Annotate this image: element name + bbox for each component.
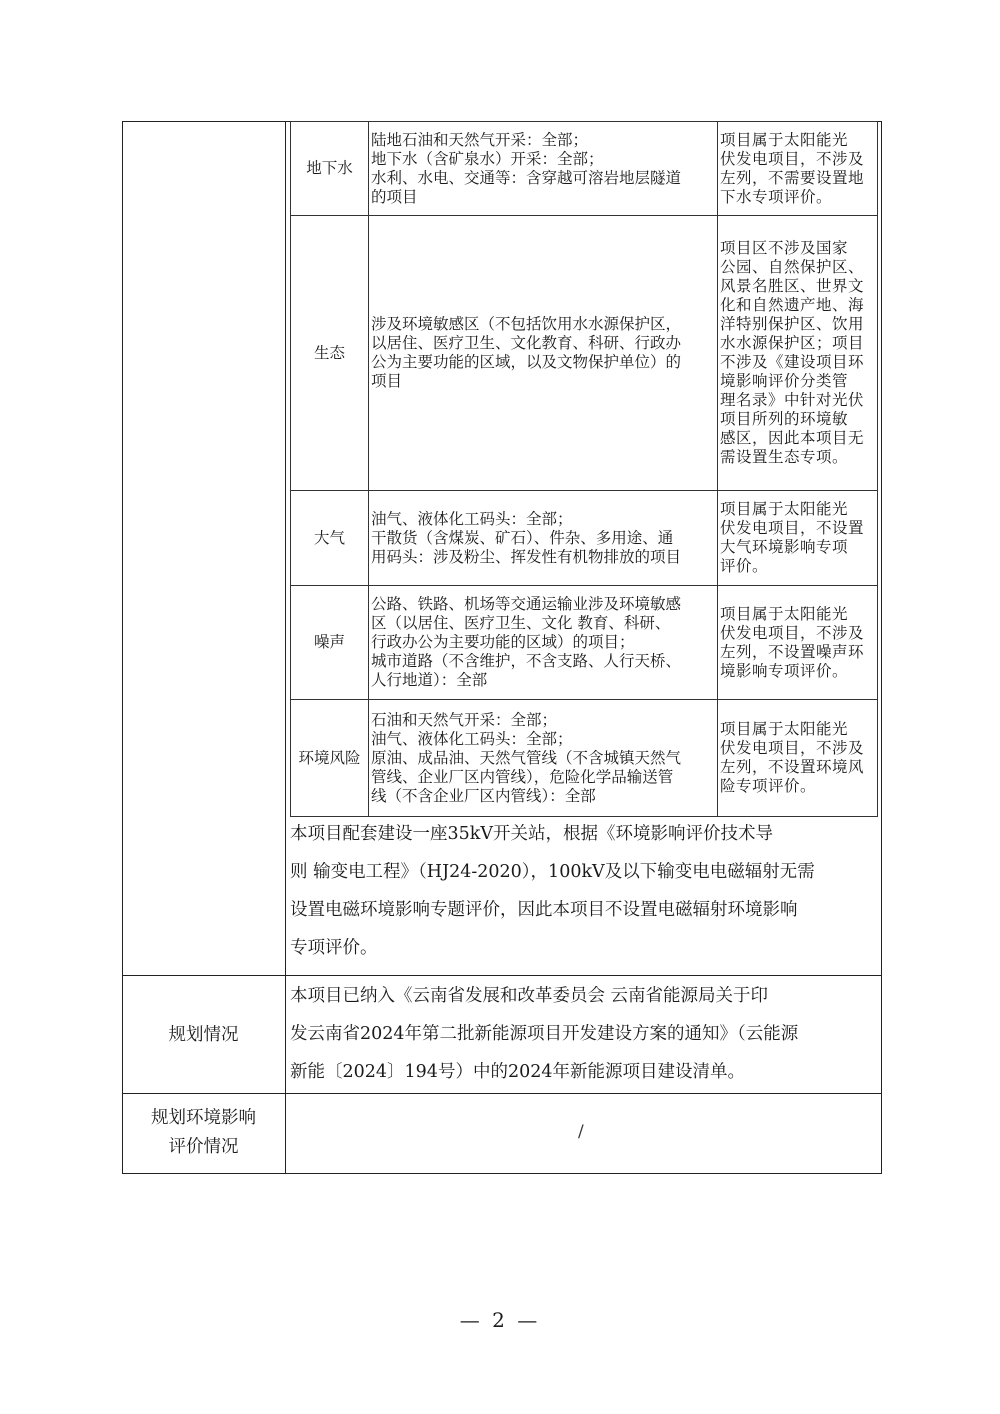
table-row — [291, 586, 878, 700]
requirement-cell: 陆地石油和天然气开采：全部； 地下水（含矿泉水）开采：全部； 水利、水电、交通等：含穿越可溶岩地层隧道 的项目 — [369, 122, 718, 216]
analysis-cell: 项目区不涉及国家 公园、自然保护区、 风景名胜区、世界文 化和自然遗产地、海 洋特别保护区、饮用 水水源保护区；项目 不涉及《建设项目环 境影响评价分类管 理名录》中针对光伏 项目所列的环境敏 感区，因此本项目无 需设置生态专项。 — [718, 216, 878, 491]
analysis-cell: 项目属于太阳能光 伏发电项目，不涉及 左列，不需要设置地 下水专项评价。 — [718, 122, 878, 216]
row-divider-planning — [122, 975, 882, 976]
category-cell: 噪声 — [291, 586, 369, 700]
table-row — [291, 491, 878, 586]
category-cell: 生态 — [291, 216, 369, 491]
page-number: — 2 — — [459, 1308, 541, 1332]
analysis-cell: 项目属于太阳能光 伏发电项目，不设置 大气环境影响专项 评价。 — [718, 491, 878, 586]
requirement-cell: 涉及环境敏感区（不包括饮用水水源保护区， 以居住、医疗卫生、文化教育、科研、行政办 公为主要功能的区域，以及文物保护单位）的 项目 — [369, 216, 718, 491]
planning-paragraph: 本项目已纳入《云南省发展和改革委员会 云南省能源局关于印 发云南省2024年第二批新能源项目开发建设方案的通知》（云能源 新能〔2024〕194号）中的2024年新能源项目建设清单。 — [290, 986, 799, 1082]
category-cell: 大气 — [291, 491, 369, 586]
planning-eia-value: / — [578, 1122, 584, 1142]
table-row — [291, 700, 878, 817]
requirement-cell: 石油和天然气开采：全部； 油气、液体化工码头：全部； 原油、成品油、天然气管线（不含城镇天然气 管线、企业厂区内管线），危险化学品输送管 线（不含企业厂区内管线）：全部 — [369, 700, 718, 817]
category-cell: 地下水 — [291, 122, 369, 216]
em-radiation-paragraph: 本项目配套建设一座35kV开关站，根据《环境影响评价技术导 则 输变电工程》（HJ24-2020），100kV及以下输变电电磁辐射无需 设置电磁环境影响专题评价，因此本项目不设置电磁辐射环境影响 专项评价。 — [290, 824, 815, 958]
analysis-cell: 项目属于太阳能光 伏发电项目，不涉及 左列，不设置噪声环 境影响专项评价。 — [718, 586, 878, 700]
table-row — [291, 216, 878, 491]
analysis-cell: 项目属于太阳能光 伏发电项目，不涉及 左列，不设置环境风 险专项评价。 — [718, 700, 878, 817]
planning-label: 规划情况 — [168, 1025, 239, 1045]
requirement-cell: 油气、液体化工码头：全部； 干散货（含煤炭、矿石）、件杂、多用途、通 用码头：涉及粉尘、挥发性有机物排放的项目 — [369, 491, 718, 586]
column-divider — [285, 121, 286, 1174]
requirement-cell: 公路、铁路、机场等交通运输业涉及环境敏感 区（以居住、医疗卫生、文化 教育、科研、 行政办公为主要功能的区域）的项目； 城市道路（不含维护，不含支路、人行天桥、 人行地道）：全部 — [369, 586, 718, 700]
table-row — [291, 122, 878, 216]
special-assessment-table — [290, 121, 878, 817]
planning-eia-label: 规划环境影响 评价情况 — [151, 1108, 256, 1157]
row-divider-planning-eia — [122, 1093, 882, 1094]
category-cell: 环境风险 — [291, 700, 369, 817]
